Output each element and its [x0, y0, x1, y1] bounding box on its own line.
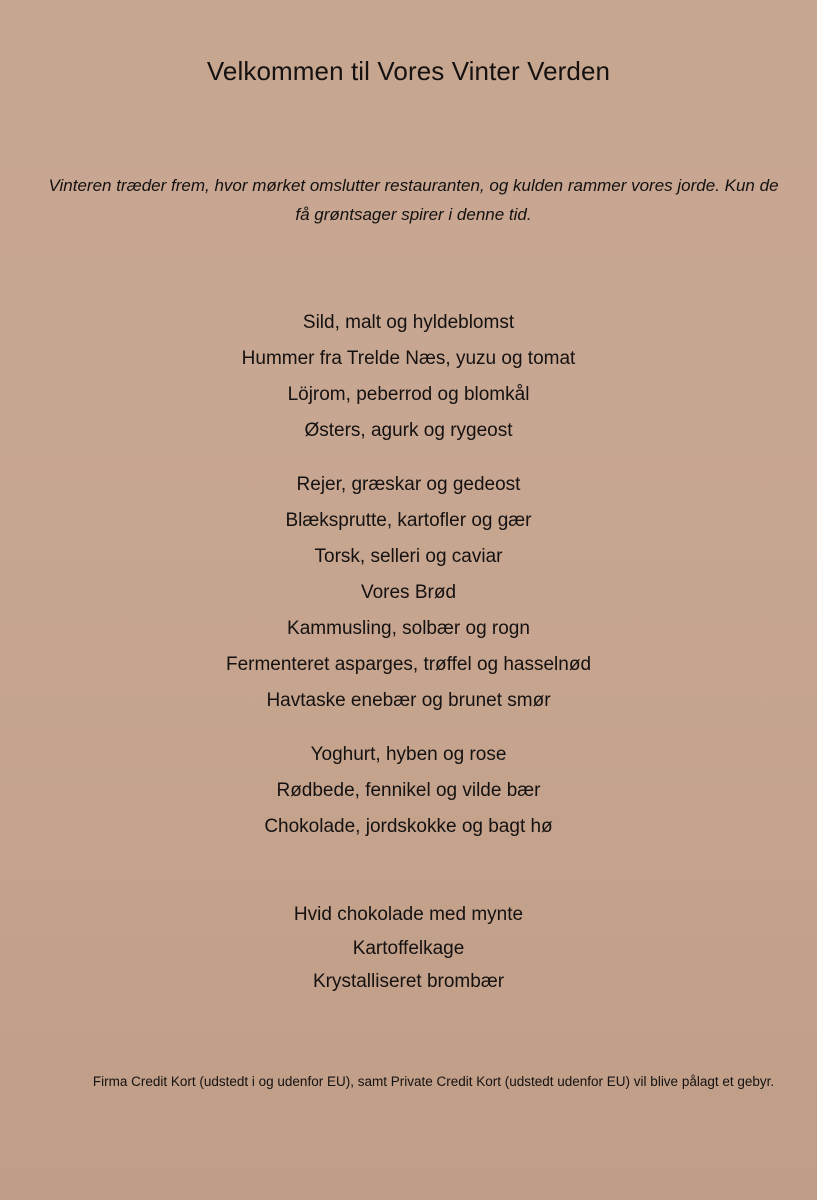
- menu-intro: Vinteren træder frem, hvor mørket omslutter restauranten, og kulden rammer vores jorde. Kun de få grøntsager spirer i denne tid.: [48, 176, 779, 224]
- dish-item: Rødbede, fennikel og vilde bær: [276, 780, 541, 801]
- petit-four-item: Kartoffelkage: [352, 937, 465, 959]
- petit-four-item: Krystalliseret brombær: [312, 971, 505, 992]
- dish-item: Vores Brød: [360, 582, 457, 603]
- menu-title: Velkommen til Vores Vinter Verden: [206, 56, 611, 86]
- dish-item: Rejer, græskar og gedeost: [296, 474, 521, 495]
- footer-note: Firma Credit Kort (udstedt i og udenfor EU), samt Private Credit Kort (udstedt udenfor EU) vil blive pålagt et gebyr.: [92, 1074, 775, 1089]
- dish-item: Østers, agurk og rygeost: [304, 420, 513, 441]
- dish-item: Löjrom, peberrod og blomkål: [287, 384, 530, 405]
- course-group-desserts: [0, 740, 817, 848]
- course-group-snacks: [0, 308, 817, 452]
- dish-item: Havtaske enebær og brunet smør: [266, 690, 551, 711]
- dish-item: Sild, malt og hyldeblomst: [302, 312, 515, 333]
- dish-item: Torsk, selleri og caviar: [314, 546, 503, 567]
- dish-item: Chokolade, jordskokke og bagt hø: [264, 816, 553, 837]
- dish-item: Hummer fra Trelde Næs, yuzu og tomat: [241, 348, 576, 369]
- dish-item: Yoghurt, hyben og rose: [310, 744, 507, 765]
- course-group-mains: [0, 470, 817, 722]
- dish-item: Fermenteret asparges, trøffel og hasselnød: [225, 654, 592, 675]
- course-list: [0, 308, 817, 848]
- petits-fours-list: [0, 900, 817, 1001]
- petit-four-item: Hvid chokolade med mynte: [293, 904, 524, 925]
- dish-item: Blæksprutte, kartofler og gær: [285, 510, 532, 531]
- dish-item: Kammusling, solbær og rogn: [287, 618, 530, 639]
